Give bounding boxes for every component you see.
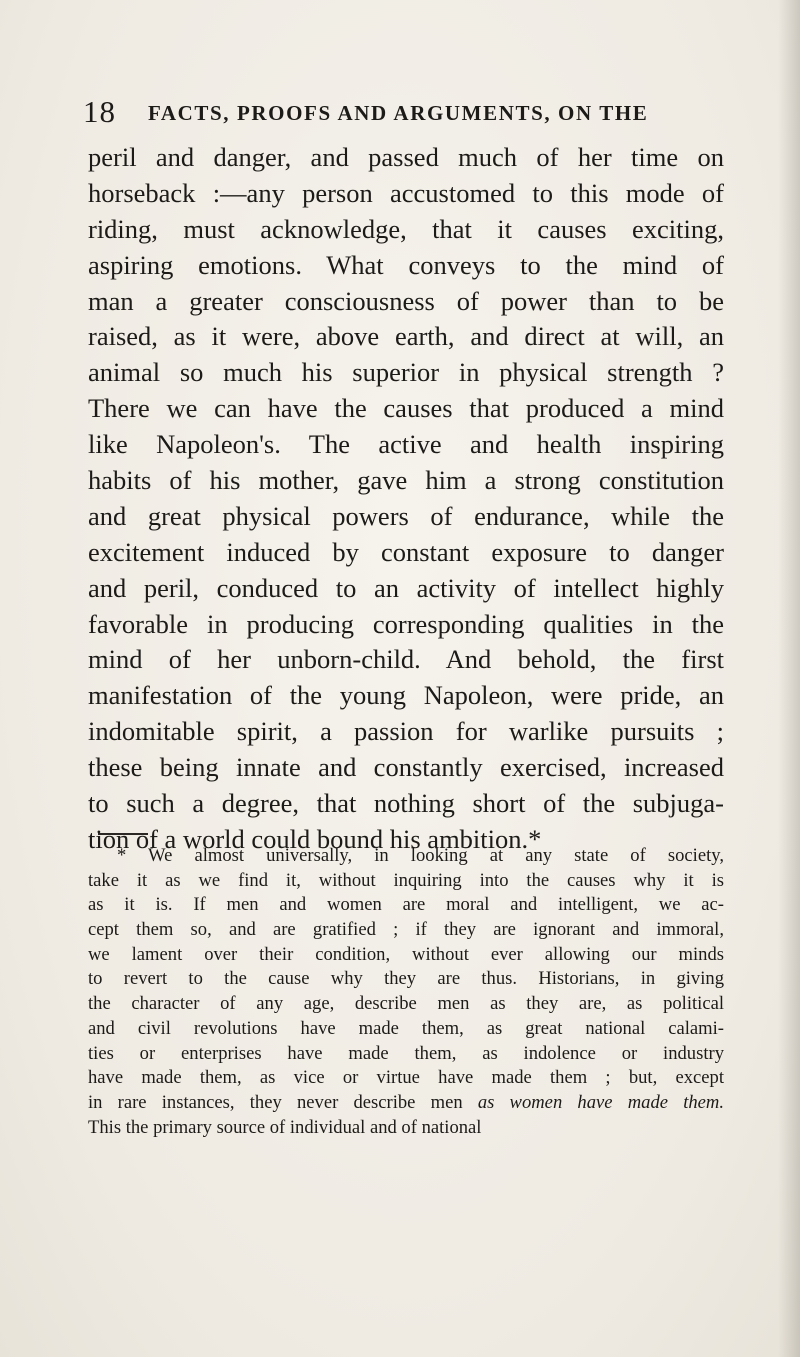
body-line: man a greater consciousness of power than to be <box>88 285 724 316</box>
footnote-line: have made them, as vice or virtue have made them ; but, except <box>88 1067 724 1089</box>
page-edge-shadow <box>778 0 800 1357</box>
body-text <box>88 140 724 858</box>
body-line: to such a degree, that nothing short of the subjuga- <box>88 788 724 819</box>
body-line: There we can have the causes that produced a mind <box>88 393 724 424</box>
body-line: raised, as it were, above earth, and direct at will, an <box>88 321 724 352</box>
body-line: aspiring emotions. What conveys to the mind of <box>88 249 724 280</box>
footnote-line: * We almost universally, in looking at any state of society, <box>117 845 724 866</box>
footnote <box>88 844 724 1140</box>
footnote-italic-phrase: as women have made them. <box>477 1091 725 1113</box>
footnote-text: in rare instances, they never describe men <box>88 1091 463 1113</box>
body-line: tion of a world could bound his ambition.* <box>88 823 542 854</box>
body-line: and great physical powers of endurance, while the <box>88 500 724 531</box>
body-line: animal so much his superior in physical strength ? <box>88 357 724 388</box>
footnote-line: to revert to the cause why they are thus. Historians, in giving <box>88 968 724 990</box>
body-line: and peril, conduced to an activity of intellect highly <box>88 572 724 603</box>
page-header <box>83 92 723 132</box>
body-line: like Napoleon's. The active and health inspiring <box>88 429 724 460</box>
running-head: FACTS, PROOFS AND ARGUMENTS, ON THE <box>148 101 649 125</box>
footnote-line: we lament over their condition, without ever allowing our minds <box>88 943 724 965</box>
footnote-line-with-italic <box>88 1091 724 1116</box>
body-line: indomitable spirit, a passion for warlike pursuits ; <box>88 716 724 747</box>
body-line: manifestation of the young Napoleon, were pride, an <box>88 680 724 711</box>
body-line: mind of her unborn-child. And behold, the first <box>88 644 724 675</box>
footnote-line: This the primary source of individual and of national <box>88 1116 482 1138</box>
body-line: peril and danger, and passed much of her time on <box>88 142 724 172</box>
page-number: 18 <box>83 94 116 129</box>
footnote-line: cept them so, and are gratified ; if they are ignorant and immoral, <box>88 919 724 941</box>
body-line: habits of his mother, gave him a strong constitution <box>88 465 724 496</box>
body-line: these being innate and constantly exercised, increased <box>88 752 724 783</box>
body-line: riding, must acknowledge, that it causes exciting, <box>88 213 724 244</box>
body-line: horseback :—any person accustomed to this mode of <box>88 177 724 208</box>
body-line: favorable in producing corresponding qualities in the <box>88 608 724 639</box>
footnote-line: the character of any age, describe men as they are, as political <box>88 993 724 1015</box>
footnote-rule <box>98 833 148 835</box>
footnote-line: as it is. If men and women are moral and intelligent, we ac- <box>88 894 724 916</box>
body-line: excitement induced by constant exposure to danger <box>88 536 724 567</box>
footnote-line: and civil revolutions have made them, as great national calami- <box>88 1017 724 1039</box>
footnote-line: take it as we find it, without inquiring into the causes why it is <box>88 869 724 891</box>
footnote-line: ties or enterprises have made them, as indolence or industry <box>88 1042 724 1064</box>
